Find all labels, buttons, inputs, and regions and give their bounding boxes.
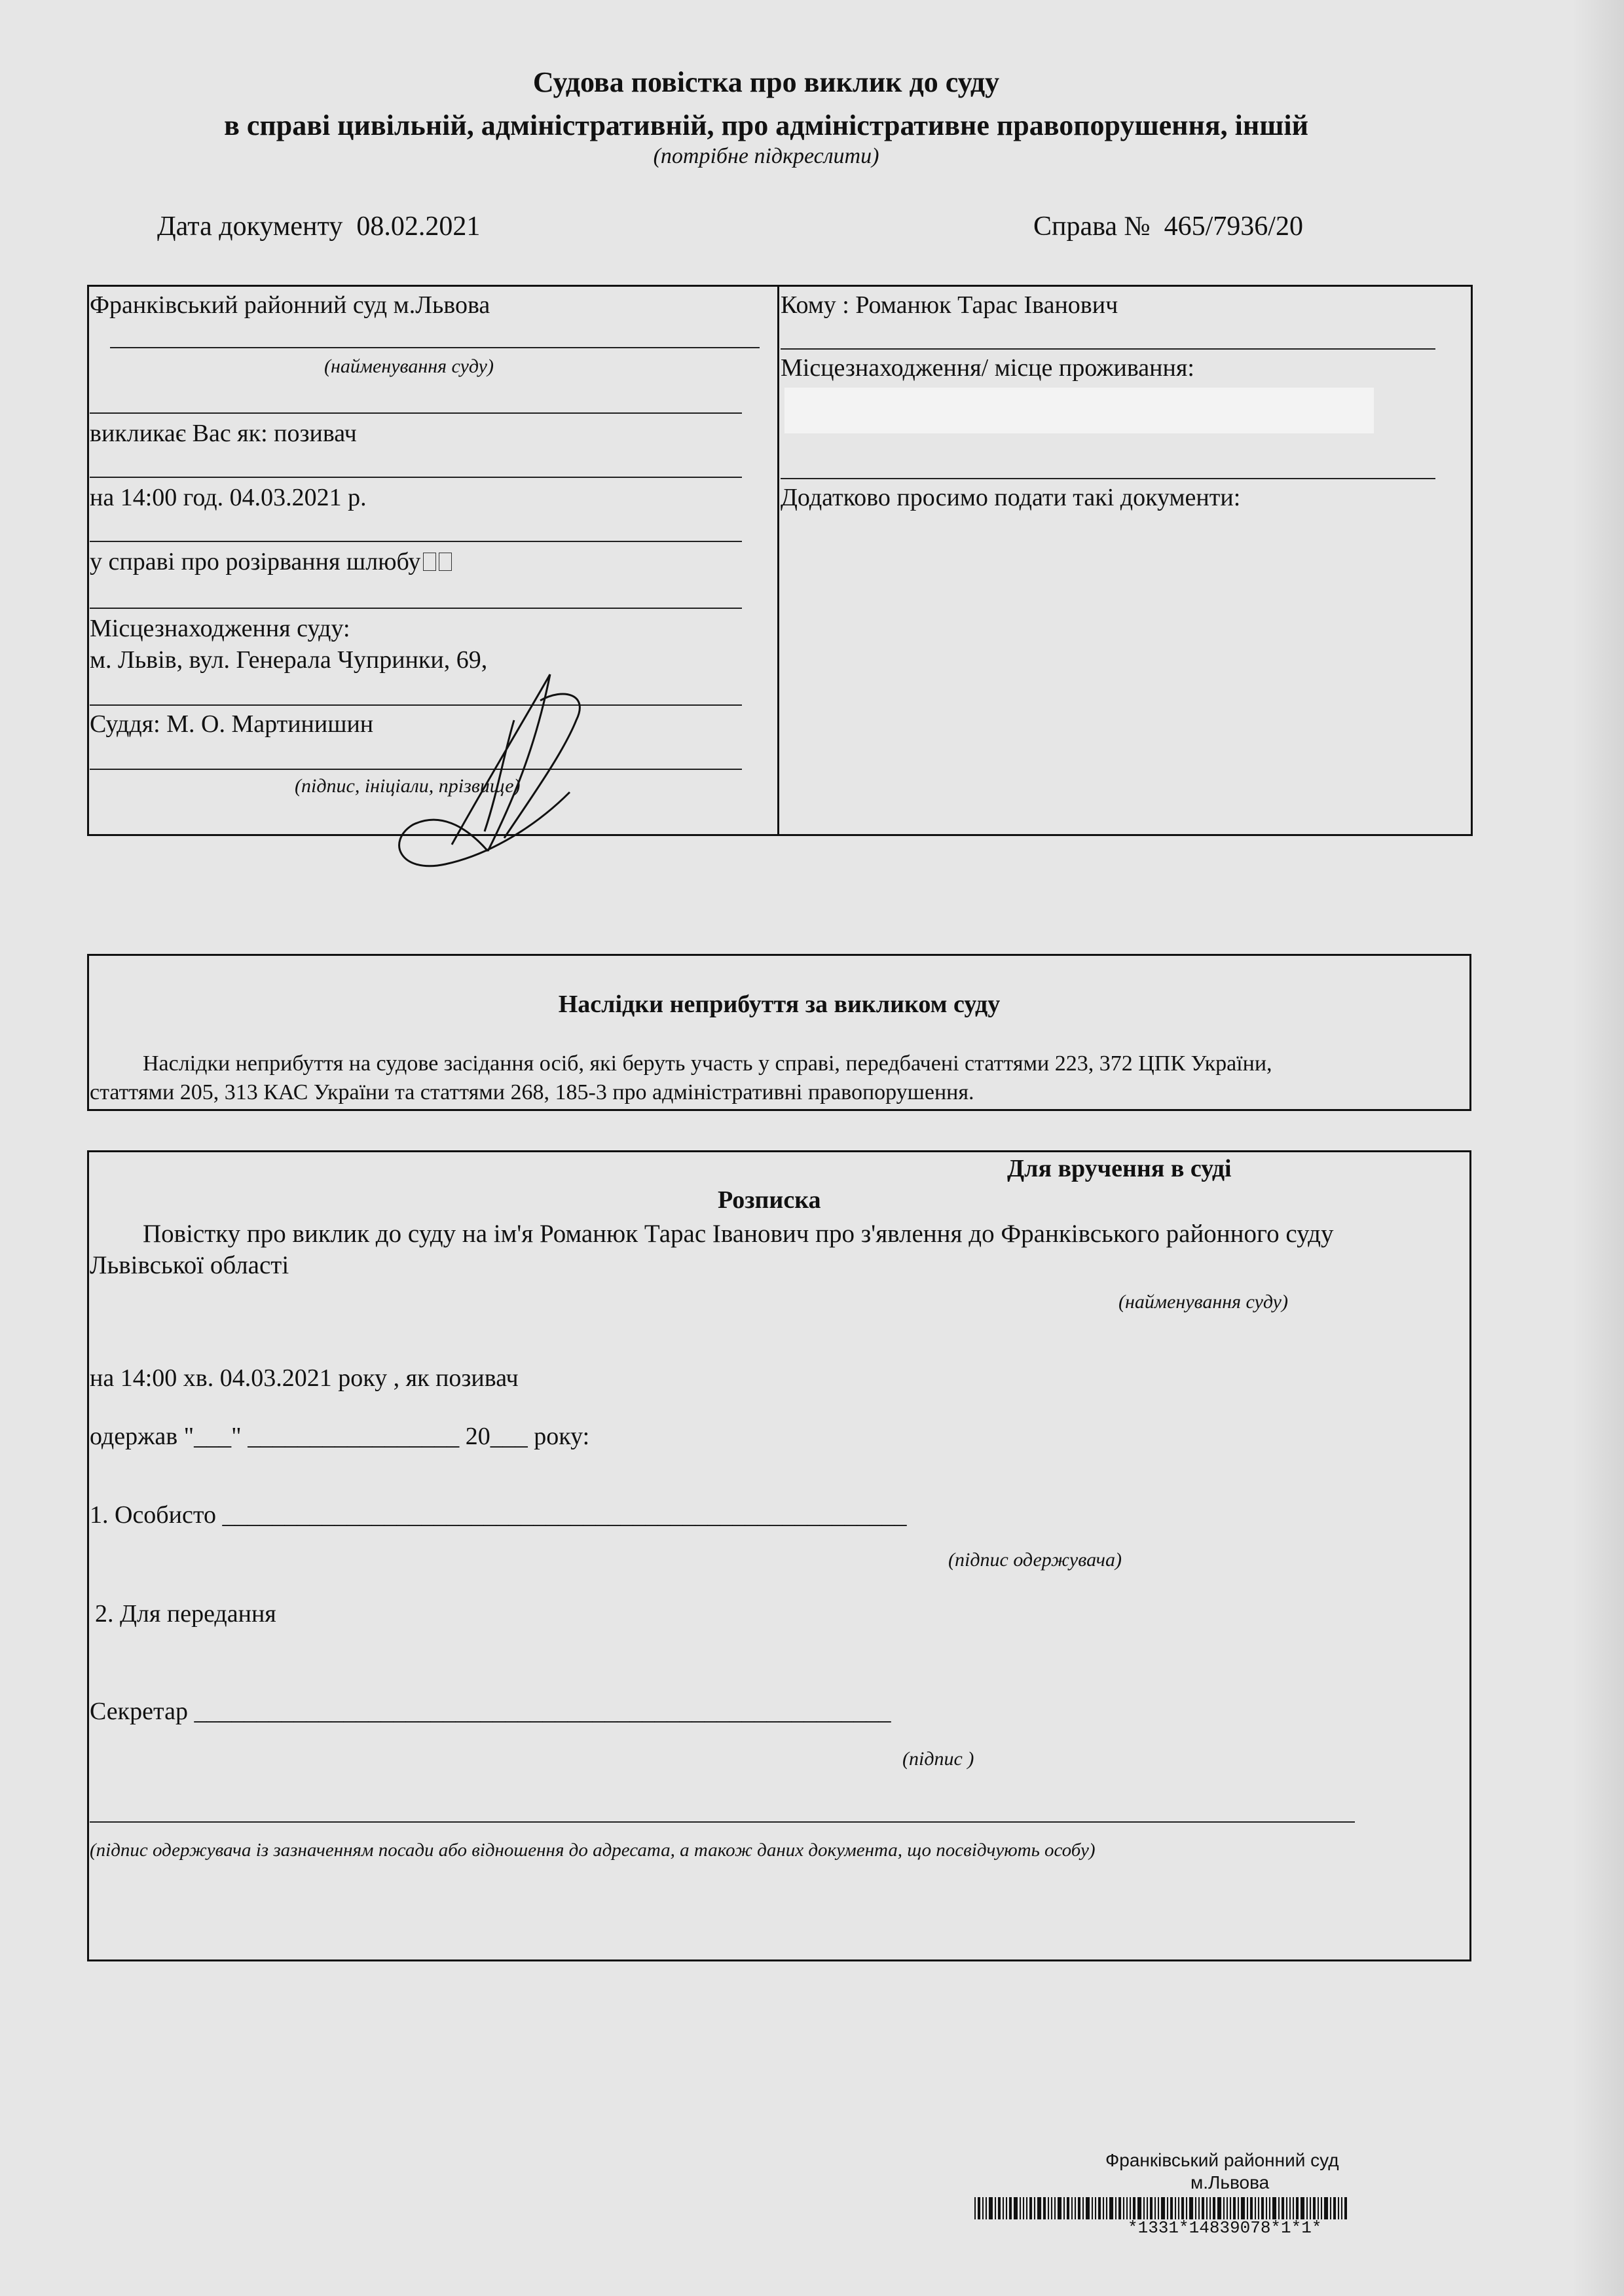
barcode-bar [1006, 2197, 1007, 2219]
court-name-underline [110, 347, 760, 348]
judge-name: Суддя: М. О. Мартинишин [90, 710, 374, 738]
rule-4 [90, 608, 742, 609]
barcode-bar [1167, 2197, 1168, 2219]
barcode-bar [1026, 2197, 1027, 2219]
barcode-bar [1330, 2197, 1331, 2219]
barcode-bar [1318, 2197, 1319, 2219]
barcode-bar [1202, 2197, 1204, 2219]
barcode-bar [1266, 2197, 1267, 2219]
barcode-bar [1023, 2197, 1024, 2219]
barcode-bar [1048, 2197, 1049, 2219]
case-number-label: Справа № [1033, 211, 1151, 242]
barcode-bar [1258, 2197, 1259, 2219]
redacted-address [784, 388, 1374, 433]
barcode-bar [1272, 2197, 1276, 2219]
rule-2 [90, 477, 742, 478]
recipient-signature-caption: (підпис одержувача) [948, 1549, 1122, 1571]
barcode-bar [1289, 2197, 1291, 2219]
barcode-bar [1067, 2197, 1069, 2219]
barcode-bar [1233, 2197, 1236, 2219]
barcode-bar [1147, 2197, 1148, 2219]
barcode-bar [1137, 2197, 1141, 2219]
rule-1 [90, 412, 742, 414]
barcode-bar [1126, 2197, 1128, 2219]
barcode-bar [1306, 2197, 1308, 2219]
barcode-icon [974, 2197, 1349, 2219]
barcode-bar [1133, 2197, 1135, 2219]
barcode-bar [1103, 2197, 1104, 2219]
barcode-bar [1158, 2197, 1159, 2219]
barcode-bar [1143, 2197, 1145, 2219]
barcode-bar [1092, 2197, 1093, 2219]
document-date-label: Дата документу [157, 211, 343, 242]
court-name: Франківський районний суд м.Львова [90, 291, 490, 319]
personally-line: 1. Особисто _______________________________________________________ [90, 1501, 907, 1529]
case-matter-text: у справі про розірвання шлюбу [90, 548, 421, 575]
recipient-rule [781, 478, 1435, 479]
barcode-bar [1186, 2197, 1187, 2219]
received-date-line: одержав "___" _________________ 20___ року: [90, 1423, 590, 1450]
recipient-location-label: Місцезнаходження/ місце проживання: [781, 354, 1194, 382]
barcode-bar [1020, 2197, 1021, 2219]
barcode-bar [1223, 2197, 1225, 2219]
summoned-as: викликає Вас як: позивач [90, 420, 357, 447]
barcode-bar [1238, 2197, 1239, 2219]
receipt-court-caption: (найменування суду) [1118, 1291, 1288, 1313]
court-name-caption: (найменування суду) [324, 355, 494, 377]
barcode-bar [1161, 2197, 1165, 2219]
barcode-bar [1198, 2197, 1200, 2219]
recipient-underline [781, 348, 1435, 350]
barcode-bar [1286, 2197, 1287, 2219]
additional-docs-label: Додатково просимо подати такі документи: [781, 484, 1241, 511]
barcode-bar [1170, 2197, 1173, 2219]
barcode-bar [1293, 2197, 1294, 2219]
bottom-signature-rule [90, 1821, 1355, 1823]
barcode-bar [1054, 2197, 1056, 2219]
barcode-bar [1313, 2197, 1316, 2219]
barcode-bar [1150, 2197, 1153, 2219]
barcode-bar [1217, 2197, 1221, 2219]
barcode-bar [1043, 2197, 1046, 2219]
barcode-bar [1034, 2197, 1035, 2219]
barcode-bar [1106, 2197, 1107, 2219]
barcode-bar [1003, 2197, 1004, 2219]
barcode-bar [1227, 2197, 1228, 2219]
barcode-bar [1078, 2197, 1080, 2219]
barcode-bar [1341, 2197, 1342, 2219]
barcode-bar [986, 2197, 987, 2219]
barcode-bar [1195, 2197, 1196, 2219]
bottom-signature-caption: (підпис одержувача із зазначенням посади або відношення до адресата, а також даних документа, що посвідчують особу) [90, 1840, 1096, 1861]
barcode-bar [1282, 2197, 1284, 2219]
court-location-label: Місцезнаходження суду: [90, 615, 350, 642]
title-line-2: в справі цивільній, адміністративній, про адміністративне правопорушення, іншій [224, 109, 1308, 141]
barcode-bar [1109, 2197, 1113, 2219]
case-number-value: 465/7936/20 [1164, 211, 1303, 242]
barcode-bar [1115, 2197, 1116, 2219]
barcode-bar [1058, 2197, 1061, 2219]
secretary-line: Секретар ________________________________________________________ [90, 1698, 891, 1725]
stamp-court-name: Франківський районний суд [1105, 2150, 1339, 2170]
receipt-line-1: Повістку про виклик до суду на ім'я Романюк Тарас Іванович про з'явлення до Франківського районного суду [143, 1220, 1334, 1248]
barcode-bar [995, 2197, 996, 2219]
barcode-bar [1247, 2197, 1248, 2219]
barcode-bar [1051, 2197, 1052, 2219]
barcode-bar [1071, 2197, 1073, 2219]
document-date [157, 211, 480, 242]
signature-caption: (підпис, ініціали, прізвище) [295, 775, 521, 797]
barcode-bar [1189, 2197, 1193, 2219]
consequences-title: Наслідки неприбуття за викликом суду [558, 991, 1001, 1018]
barcode-bar [974, 2197, 976, 2219]
barcode-bar [1037, 2197, 1041, 2219]
barcode-bar [1098, 2197, 1101, 2219]
barcode-bar [1301, 2197, 1304, 2219]
barcode-bar [1063, 2197, 1065, 2219]
recipient-to: Кому : Романюк Тарас Іванович [781, 291, 1118, 319]
consequences-text-1: Наслідки неприбуття на судове засідання осіб, які беруть участь у справі, передбачені статтями 223, 372 ЦПК України, [143, 1051, 1272, 1076]
barcode-bar [1333, 2197, 1336, 2219]
barcode-bar [1014, 2197, 1018, 2219]
barcode-bar [1082, 2197, 1084, 2219]
table-divider [777, 285, 779, 836]
barcode-bar [1209, 2197, 1211, 2219]
barcode-bar [1324, 2197, 1328, 2219]
underline-note: (потрібне підкреслити) [653, 144, 879, 168]
secretary-signature-caption: (підпис ) [902, 1748, 974, 1770]
barcode-bar [989, 2197, 993, 2219]
barcode-bar [1230, 2197, 1231, 2219]
missing-glyph-icon [439, 553, 452, 571]
barcode-bar [1338, 2197, 1339, 2219]
barcode-bar [1075, 2197, 1076, 2219]
court-address: м. Львів, вул. Генерала Чупринки, 69, [90, 646, 488, 674]
barcode-bar [1310, 2197, 1311, 2219]
barcode-text: *1331*14839078*1*1* [1128, 2218, 1322, 2238]
title-line-1: Судова повістка про виклик до суду [532, 66, 1000, 98]
barcode-bar [1029, 2197, 1032, 2219]
barcode-bar [1296, 2197, 1299, 2219]
barcode-bar [982, 2197, 984, 2219]
barcode-bar [1095, 2197, 1096, 2219]
barcode-bar [1181, 2197, 1184, 2219]
barcode-bar [1086, 2197, 1090, 2219]
barcode-bar [1154, 2197, 1156, 2219]
barcode-bar [1269, 2197, 1270, 2219]
barcode-bar [1321, 2197, 1322, 2219]
for-transfer-line: 2. Для передання [95, 1600, 276, 1628]
hearing-time: на 14:00 год. 04.03.2021 р. [90, 484, 367, 511]
case-matter [90, 547, 452, 576]
barcode-bar [1278, 2197, 1280, 2219]
missing-glyph-icon [423, 553, 436, 571]
receipt-line-2: Львівської області [90, 1251, 289, 1279]
barcode-bar [1250, 2197, 1253, 2219]
stamp-city: м.Львова [1190, 2172, 1270, 2193]
barcode-bar [998, 2197, 1001, 2219]
barcode-bar [1175, 2197, 1176, 2219]
receipt-time-line: на 14:00 хв. 04.03.2021 року , як позивач [90, 1364, 519, 1392]
consequences-text-2: статтями 205, 313 КАС України та статтями 268, 185-3 про адміністративні правопорушення. [90, 1080, 974, 1104]
judge-signature-icon [373, 661, 609, 877]
barcode-bar [1118, 2197, 1121, 2219]
barcode-bar [1123, 2197, 1124, 2219]
receipt-title: Розписка [718, 1186, 821, 1214]
case-number [1033, 211, 1303, 242]
document-date-value: 08.02.2021 [356, 211, 481, 242]
rule-3 [90, 541, 742, 542]
barcode-bar [1009, 2197, 1012, 2219]
barcode-bar [1206, 2197, 1208, 2219]
barcode-bar [1178, 2197, 1179, 2219]
barcode-bar [1213, 2197, 1215, 2219]
scan-edge [1572, 0, 1624, 2296]
barcode-bar [1255, 2197, 1256, 2219]
barcode-bar [1130, 2197, 1131, 2219]
barcode-bar [1261, 2197, 1264, 2219]
barcode-bar [978, 2197, 980, 2219]
barcode-bar [1344, 2197, 1347, 2219]
barcode-bar [1241, 2197, 1245, 2219]
for-court-label: Для вручення в суді [1007, 1155, 1232, 1182]
